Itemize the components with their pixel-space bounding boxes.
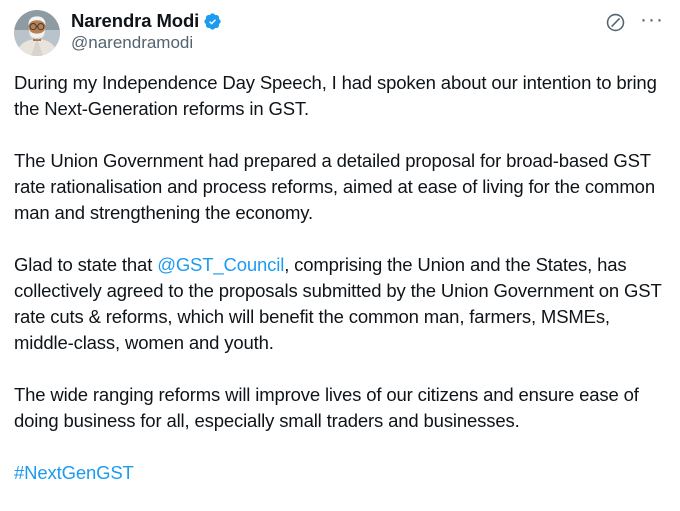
grok-icon[interactable] xyxy=(605,12,626,33)
avatar[interactable] xyxy=(14,10,60,56)
tweet-paragraph-3 xyxy=(14,252,662,356)
paragraph-text-before-mention: Glad to state that xyxy=(14,254,158,275)
mention-link-gst-council[interactable]: @GST_Council xyxy=(157,254,285,275)
author-name-row xyxy=(71,11,222,31)
tweet-paragraph-4 xyxy=(14,382,662,434)
verified-badge-icon xyxy=(203,12,222,31)
tweet-paragraph-5 xyxy=(14,460,662,486)
author-display-name[interactable]: Narendra Modi xyxy=(71,10,200,31)
paragraph-text: The wide ranging reforms will improve lives of our citizens and ensure ease of doing business for all, especially small traders and businesses. xyxy=(14,384,639,431)
more-options-button[interactable]: ··· xyxy=(640,7,664,31)
tweet-header xyxy=(14,7,666,60)
tweet-text xyxy=(14,70,666,486)
tweet-paragraph-2 xyxy=(14,148,662,226)
paragraph-text-after-mention: , comprising the Union and the States, has collectively agreed to the proposals submitted by the Union Government on GST rate cuts & reforms, which will benefit the common man, farmers, MSMEs, middle-class, women and youth. xyxy=(14,254,662,353)
hashtag-link-nextgengst[interactable]: #NextGenGST xyxy=(14,462,134,483)
tweet-paragraph-1 xyxy=(14,70,662,122)
paragraph-text: The Union Government had prepared a detailed proposal for broad-based GST rate rationalisation and process reforms, aimed at ease of living for the common man and strengthening the economy. xyxy=(14,150,655,223)
tweet-header-actions xyxy=(605,7,664,33)
author-info xyxy=(71,10,222,53)
author-handle[interactable]: @narendramodi xyxy=(71,33,194,53)
paragraph-text: During my Independence Day Speech, I had spoken about our intention to bring the Next-Generation reforms in GST. xyxy=(14,72,657,119)
